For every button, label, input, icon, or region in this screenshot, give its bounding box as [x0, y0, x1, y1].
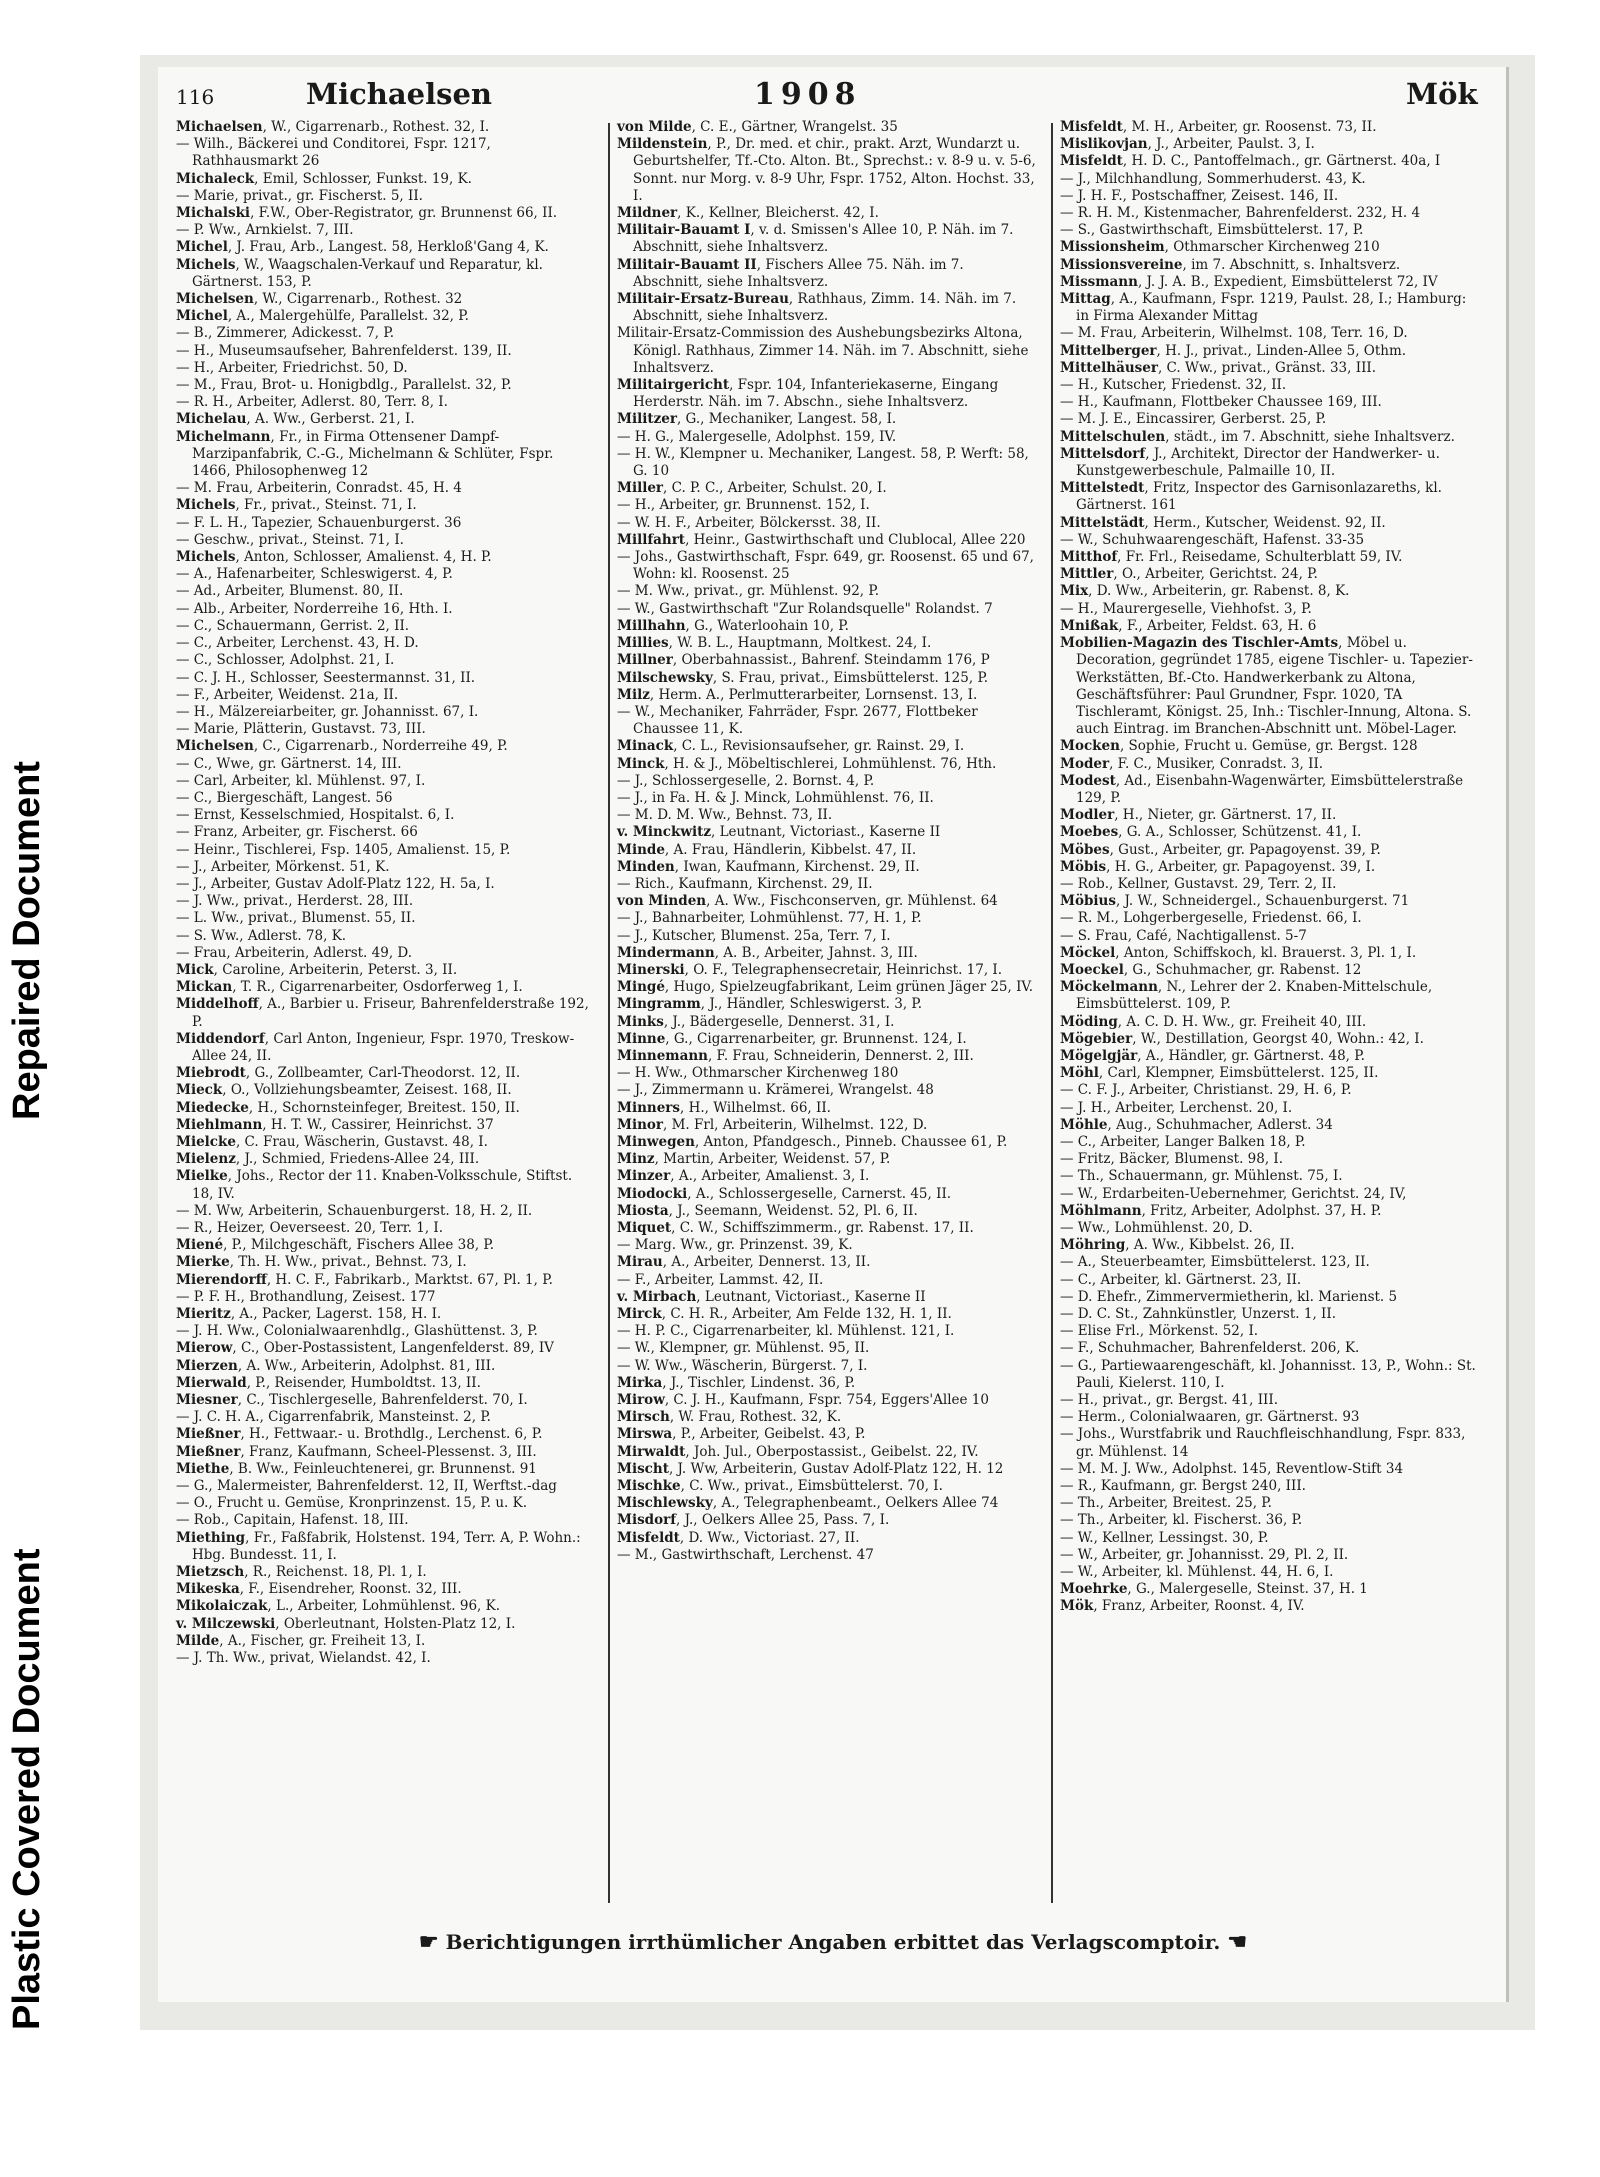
directory-entry: — H. P. C., Cigarrenarbeiter, kl. Mühlenst. 121, I. [617, 1323, 955, 1340]
directory-entry: Mirow, C. J. H., Kaufmann, Fspr. 754, Eggers'Allee 10 [617, 1392, 989, 1409]
directory-entry: Misfeldt, D. Ww., Victoriast. 27, II. [617, 1529, 860, 1546]
directory-entry: Militair-Ersatz-Commission des Aushebungsbezirks Altona, Königl. Rathhaus, Zimmer 14. Näh. im 7. Abschnitt, siehe Inhaltsverz. [617, 325, 1029, 376]
directory-column-1 [176, 119, 596, 1667]
directory-entry: Mierow, C., Ober-Postassistent, Langenfelderst. 89, IV [176, 1340, 554, 1357]
directory-entry: Michelmann, Fr., in Firma Ottensener Dampf-Marzipanfabrik, C.-G., Michelmann & Schlüter, Fspr. 1466, Philosophenweg 12 [176, 428, 554, 480]
directory-entry: — H. G., Malergeselle, Adolphst. 159, IV. [617, 428, 897, 445]
directory-entry: Michel, A., Malergehülfe, Parallelst. 32, P. [176, 308, 469, 325]
directory-entry: Mierendorff, H. C. F., Fabrikarb., Marktst. 67, Pl. 1, P. [176, 1271, 553, 1288]
directory-entry: — J., Arbeiter, Gustav Adolf-Platz 122, H. 5a, I. [176, 875, 495, 892]
directory-entry: v. Mirbach, Leutnant, Victoriast., Kaserne II [617, 1288, 926, 1305]
directory-entry: Mocken, Sophie, Frucht u. Gemüse, gr. Bergst. 128 [1060, 738, 1418, 755]
directory-entry: — M. Frau, Arbeiterin, Wilhelmst. 108, Terr. 16, D. [1060, 325, 1408, 342]
directory-entry: Mikolaiczak, L., Arbeiter, Lohmühlenst. 96, K. [176, 1598, 501, 1615]
directory-entry: Mieck, O., Vollziehungsbeamter, Zeisest. 168, II. [176, 1082, 512, 1099]
directory-entry: Mislikovjan, J., Arbeiter, Paulst. 3, I. [1060, 136, 1315, 153]
directory-entry: — M. J. E., Eincassirer, Gerberst. 25, P. [1060, 411, 1327, 428]
directory-entry: v. Milczewski, Oberleutnant, Holsten-Platz 12, I. [176, 1615, 516, 1632]
directory-entry: — G., Malermeister, Bahrenfelderst. 12, II, Werftst.-dag [176, 1478, 557, 1495]
directory-entry: Misdorf, J., Oelkers Allee 25, Pass. 7, I. [617, 1512, 890, 1529]
directory-entry: Mick, Caroline, Arbeiterin, Peterst. 3, II. [176, 961, 458, 978]
directory-entry: Mobilien-Magazin des Tischler-Amts, Möbel u. Decoration, gegründet 1785, eigene Tischler- u. Tapezier-Werkstätten, Bf.-Cto. Handwerkerbank zu Altona, Geschäftsführer: Paul Grundner, Fspr. 1020, TA Tischleramt, Königst. 25, Inh.: Tischler-Innung, Altona. S. auch Eintrag. im Branchen-Abschnitt unt. Möbel-Lager. [1060, 635, 1473, 738]
directory-entry: Modler, H., Nieter, gr. Gärtnerst. 17, II. [1060, 807, 1337, 824]
directory-entry: — Franz, Arbeiter, gr. Fischerst. 66 [176, 824, 418, 841]
directory-entry: Mingramm, J., Händler, Schleswigerst. 3, P. [617, 996, 923, 1013]
directory-entry: — M. D. M. Ww., Behnst. 73, II. [617, 807, 833, 824]
directory-entry: — D. C. St., Zahnkünstler, Unzerst. 1, II. [1060, 1306, 1336, 1323]
directory-entry: Michaleck, Emil, Schlosser, Funkst. 19, K. [176, 170, 472, 187]
directory-entry: Moeckel, G., Schuhmacher, gr. Rabenst. 12 [1060, 961, 1362, 978]
directory-entry: — H., Kutscher, Friedenst. 32, II. [1060, 377, 1287, 394]
directory-entry: — H., Museumsaufseher, Bahrenfelderst. 139, II. [176, 342, 512, 359]
directory-entry: — W., Schuhwaarengeschäft, Hafenst. 33-35 [1060, 531, 1365, 548]
directory-entry: Mikeska, F., Eisendreher, Roonst. 32, III. [176, 1581, 462, 1598]
directory-entry: — H., Maurergeselle, Viehhofst. 3, P. [1060, 600, 1312, 617]
directory-entry: — Fritz, Bäcker, Blumenst. 98, I. [1060, 1151, 1284, 1168]
directory-entry: — Johs., Wurstfabrik und Rauchfleischhandlung, Fspr. 833, gr. Mühlenst. 14 [1060, 1426, 1466, 1460]
directory-entry: — C., Biergeschäft, Langest. 56 [176, 789, 393, 806]
directory-entry: Moehrke, G., Malergeselle, Steinst. 37, H. 1 [1060, 1581, 1368, 1598]
directory-entry: — J. H. F., Postschaffner, Zeisest. 146, II. [1060, 187, 1339, 204]
directory-entry: Mielcke, C. Frau, Wäscherin, Gustavst. 48, I. [176, 1133, 488, 1150]
directory-entry: Mittelhäuser, C. Ww., privat., Gränst. 33, III. [1060, 359, 1377, 376]
directory-entry: — J. H., Arbeiter, Lerchenst. 20, I. [1060, 1099, 1293, 1116]
directory-entry: Middelhoff, A., Barbier u. Friseur, Bahrenfelderstraße 192, P. [176, 996, 589, 1030]
directory-entry: Miebrodt, G., Zollbeamter, Carl-Theodorst. 12, II. [176, 1065, 521, 1082]
directory-entry: — C., Arbeiter, Langer Balken 18, P. [1060, 1133, 1306, 1150]
directory-entry: — M. Frau, Arbeiterin, Conradst. 45, H. 4 [176, 480, 462, 497]
directory-entry: — F., Arbeiter, Lammst. 42, II. [617, 1271, 824, 1288]
directory-entry: — J., Kutscher, Blumenst. 25a, Terr. 7, I. [617, 927, 891, 944]
header-left-keyword: Michaelsen [306, 77, 492, 111]
directory-entry: Minden, Iwan, Kaufmann, Kirchenst. 29, II. [617, 858, 920, 875]
directory-entry: von Minden, A. Ww., Fischconserven, gr. Mühlenst. 64 [617, 893, 998, 910]
directory-entry: Mielke, Johs., Rector der 11. Knaben-Volksschule, Stiftst. 18, IV. [176, 1168, 573, 1202]
directory-entry: — W. Ww., Wäscherin, Bürgerst. 7, I. [617, 1357, 868, 1374]
directory-entry: Mießner, Franz, Kaufmann, Scheel-Plessenst. 3, III. [176, 1443, 537, 1460]
directory-entry: — Th., Arbeiter, Breitest. 25, P. [1060, 1495, 1272, 1512]
directory-entry: Möckelmann, N., Lehrer der 2. Knaben-Mittelschule, Eimsbüttelerst. 109, P. [1060, 979, 1433, 1013]
directory-entry: — Wilh., Bäckerei und Conditorei, Fspr. 1217, Rathhausmarkt 26 [176, 136, 491, 170]
directory-entry: — H., Mälzereiarbeiter, gr. Johannisst. 67, I. [176, 703, 479, 720]
directory-entry: Modest, Ad., Eisenbahn-Wagenwärter, Eimsbüttelerstraße 129, P. [1060, 772, 1464, 806]
directory-entry: Mirswa, P., Arbeiter, Geibelst. 43, P. [617, 1426, 866, 1443]
directory-entry: Missionsvereine, im 7. Abschnitt, s. Inhaltsverz. [1060, 256, 1401, 273]
directory-entry: Miedecke, H., Schornsteinfeger, Breitest. 150, II. [176, 1099, 520, 1116]
pointing-hand-right-icon: ☚ [1227, 1929, 1248, 1955]
directory-column-2 [617, 119, 1037, 1564]
directory-entry: Miosta, J., Seemann, Weidenst. 52, Pl. 6, II. [617, 1202, 918, 1219]
directory-entry: — Herm., Colonialwaaren, gr. Gärtnerst. 93 [1060, 1409, 1360, 1426]
directory-entry: — H., Arbeiter, gr. Brunnenst. 152, I. [617, 497, 870, 514]
directory-entry: Möbes, Gust., Arbeiter, gr. Papagoyenst. 39, P. [1060, 841, 1381, 858]
directory-entry: Mirka, J., Tischler, Lindenst. 36, P. [617, 1374, 856, 1391]
directory-entry: — A., Steuerbeamter, Eimsbüttelerst. 123, II. [1060, 1254, 1370, 1271]
directory-entry: — H., privat., gr. Bergst. 41, III. [1060, 1392, 1279, 1409]
directory-entry: — Th., Arbeiter, kl. Fischerst. 36, P. [1060, 1512, 1303, 1529]
directory-entry: Miething, Fr., Faßfabrik, Holstenst. 194, Terr. A, P. Wohn.: Hbg. Bundesst. 11, I. [176, 1529, 581, 1563]
directory-columns [176, 119, 1486, 1919]
directory-entry: — Marg. Ww., gr. Prinzenst. 39, K. [617, 1237, 853, 1254]
directory-entry: Möhring, A. Ww., Kibbelst. 26, II. [1060, 1237, 1295, 1254]
directory-entry: — J., Arbeiter, Mörkenst. 51, K. [176, 858, 390, 875]
directory-entry: — H. W., Klempner u. Mechaniker, Langest. 58, P. Werft: 58, G. 10 [617, 445, 1029, 480]
directory-entry: — S. Frau, Café, Nachtigallenst. 5-7 [1060, 927, 1307, 944]
header-right-keyword: Mök [1406, 77, 1478, 111]
directory-entry: — W., Kellner, Lessingst. 30, P. [1060, 1529, 1269, 1546]
directory-entry: Michalski, F.W., Ober-Registrator, gr. Brunnenst 66, II. [176, 205, 558, 222]
directory-entry: Minnemann, F. Frau, Schneiderin, Dennerst. 2, III. [617, 1047, 974, 1064]
directory-entry: — Frau, Arbeiterin, Adlerst. 49, D. [176, 944, 413, 961]
directory-entry: Michels, Anton, Schlosser, Amalienst. 4, H. P. [176, 549, 492, 566]
directory-entry: von Milde, C. E., Gärtner, Wrangelst. 35 [617, 119, 898, 135]
directory-entry: — W., Arbeiter, gr. Johannisst. 29, Pl. 2, II. [1060, 1546, 1349, 1563]
directory-entry: Mittelsdorf, J., Architekt, Director der Handwerker- u. Kunstgewerbeschule, Palmaille 10, II. [1060, 445, 1440, 480]
scanned-page-frame [140, 55, 1535, 2030]
page-number: 116 [176, 85, 215, 109]
directory-entry: Mießner, H., Fettwaar.- u. Brothdlg., Lerchenst. 6, P. [176, 1426, 543, 1443]
directory-entry: Miethe, B. Ww., Feinleuchtenerei, gr. Brunnenst. 91 [176, 1460, 537, 1477]
directory-entry: — J., Bahnarbeiter, Lohmühlenst. 77, H. 1, P. [617, 910, 922, 927]
directory-entry: Missionsheim, Othmarscher Kirchenweg 210 [1060, 239, 1380, 256]
directory-entry: Minor, M. Frl, Arbeiterin, Wilhelmst. 122, D. [617, 1116, 928, 1133]
directory-entry: — J. C. H. A., Cigarrenfabrik, Mansteinst. 2, P. [176, 1409, 491, 1426]
directory-entry: Miené, P., Milchgeschäft, Fischers Allee 38, P. [176, 1237, 495, 1254]
directory-entry: — Carl, Arbeiter, kl. Mühlenst. 97, I. [176, 772, 426, 789]
directory-entry: Milz, Herm. A., Perlmutterarbeiter, Lornsenst. 13, I. [617, 686, 978, 703]
directory-entry: Mierzen, A. Ww., Arbeiterin, Adolphst. 81, III. [176, 1357, 496, 1374]
directory-entry: Minks, J., Bädergeselle, Dennerst. 31, I. [617, 1013, 895, 1030]
directory-entry: — C., Arbeiter, kl. Gärtnerst. 23, II. [1060, 1271, 1302, 1288]
directory-entry: — A., Hafenarbeiter, Schleswigerst. 4, P. [176, 566, 453, 583]
directory-entry: Militair-Ersatz-Bureau, Rathhaus, Zimm. 14. Näh. im 7. Abschnitt, siehe Inhaltsverz. [617, 291, 1017, 325]
directory-entry: — Ww., Lohmühlenst. 20, D. [1060, 1220, 1253, 1236]
directory-entry: Minwegen, Anton, Pfandgesch., Pinneb. Chaussee 61, P. [617, 1133, 1008, 1150]
directory-entry: Mittelstedt, Fritz, Inspector des Garnisonlazareths, kl. Gärtnerst. 161 [1060, 480, 1442, 514]
directory-entry: — F. L. H., Tapezier, Schauenburgerst. 36 [176, 514, 462, 531]
directory-entry: — M., Frau, Brot- u. Honigbdlg., Parallelst. 32, P. [176, 377, 512, 394]
directory-page [158, 67, 1509, 2002]
directory-entry: — J. H. Ww., Colonialwaarenhdlg., Glashüttenst. 3, P. [176, 1323, 538, 1340]
page-header [176, 77, 1486, 117]
directory-entry: Michels, W., Waagschalen-Verkauf und Reparatur, kl. Gärtnerst. 153, P. [176, 256, 543, 290]
directory-entry: — Heinr., Tischlerei, Fsp. 1405, Amalienst. 15, P. [176, 841, 511, 858]
directory-entry: — R. H., Arbeiter, Adlerst. 80, Terr. 8, I. [176, 394, 448, 411]
directory-entry: Mischlewsky, A., Telegraphenbeamt., Oelkers Allee 74 [617, 1495, 999, 1512]
directory-entry: — C. J. H., Schlosser, Seestermannst. 31, II. [176, 669, 476, 686]
directory-entry: Miodocki, A., Schlossergesellе, Carnerst. 45, II. [617, 1185, 952, 1202]
directory-entry: — L. Ww., privat., Blumenst. 55, II. [176, 910, 416, 927]
directory-entry: — R. M., Lohgerbergeselle, Friedenst. 66, I. [1060, 910, 1362, 927]
directory-entry: — W., Klempner, gr. Mühlenst. 95, II. [617, 1340, 870, 1357]
directory-entry: Michelsen, W., Cigarrenarb., Rothest. 32 [176, 291, 463, 308]
directory-entry: — M., Gastwirthschaft, Lerchenst. 47 [617, 1546, 874, 1563]
directory-entry: — O., Frucht u. Gemüse, Kronprinzenst. 15, P. u. K. [176, 1495, 528, 1512]
directory-entry: — J., Schlossergeselle, 2. Bornst. 4, P. [617, 772, 875, 789]
directory-entry: Möbis, H. G., Arbeiter, gr. Papagoyenst. 39, I. [1060, 858, 1376, 875]
directory-entry: Mietzsch, R., Reichenst. 18, Pl. 1, I. [176, 1564, 427, 1581]
directory-entry: Mitthof, Fr. Frl., Reisedame, Schulterblatt 59, IV. [1060, 549, 1403, 566]
directory-entry: — W., Arbeiter, kl. Mühlenst. 44, H. 6, I. [1060, 1564, 1334, 1581]
directory-entry: — J. Th. Ww., privat, Wielandst. 42, I. [176, 1650, 431, 1667]
column-divider [608, 123, 610, 1903]
directory-entry: Miller, C. P. C., Arbeiter, Schulst. 20, I. [617, 480, 887, 497]
directory-entry: Mittag, A., Kaufmann, Fspr. 1219, Paulst. 28, I.; Hamburg: in Firma Alexander Mittag [1060, 291, 1467, 325]
directory-entry: Militzer, G., Mechaniker, Langest. 58, I. [617, 411, 897, 428]
directory-entry: — Geschw., privat., Steinst. 71, I. [176, 531, 404, 548]
directory-entry: — P. F. H., Brothandlung, Zeisest. 177 [176, 1288, 436, 1305]
directory-entry: — Rob., Capitain, Hafenst. 18, III. [176, 1512, 409, 1529]
directory-entry: Mischt, J. Ww, Arbeiterin, Gustav Adolf-Platz 122, H. 12 [617, 1460, 1004, 1477]
directory-entry: — S. Ww., Adlerst. 78, K. [176, 927, 347, 944]
directory-entry: — R. H. M., Kistenmacher, Bahrenfelderst. 232, H. 4 [1060, 205, 1421, 222]
directory-entry: Milschewsky, S. Frau, privat., Eimsbüttelerst. 125, P. [617, 669, 989, 686]
directory-entry: Michaelsen, W., Cigarrenarb., Rothest. 32, I. [176, 119, 490, 135]
directory-entry: — D. Ehefr., Zimmervermietherin, kl. Marienst. 5 [1060, 1288, 1398, 1305]
directory-entry: Mittler, O., Arbeiter, Gerichtst. 24, P. [1060, 566, 1318, 583]
directory-entry: Mittelstädt, Herm., Kutscher, Weidenst. 92, II. [1060, 514, 1386, 531]
directory-entry: Minck, H. & J., Möbeltischlerei, Lohmühlenst. 76, Hth. [617, 755, 997, 772]
directory-entry: — R., Kaufmann, gr. Bergst 240, III. [1060, 1478, 1306, 1495]
directory-entry: — C. F. J., Arbeiter, Christianst. 29, H. 6, P. [1060, 1082, 1352, 1099]
directory-entry: Misfeldt, M. H., Arbeiter, gr. Roosenst. 73, II. [1060, 119, 1377, 135]
directory-entry: Millfahrt, Heinr., Gastwirthschaft und Clublocal, Allee 220 [617, 531, 1026, 548]
directory-entry: — S., Gastwirthschaft, Eimsbüttelerst. 17, P. [1060, 222, 1364, 239]
directory-entry: Michel, J. Frau, Arb., Langest. 58, Herkloß'Gang 4, K. [176, 239, 549, 256]
directory-entry: — J. Ww., privat., Herderst. 28, III. [176, 893, 414, 910]
directory-entry: Milde, A., Fischer, gr. Freiheit 13, I. [176, 1632, 426, 1649]
directory-entry: Möckel, Anton, Schiffskoch, kl. Brauerst. 3, Pl. 1, I. [1060, 944, 1417, 961]
directory-entry: — C., Wwe, gr. Gärtnerst. 14, III. [176, 755, 402, 772]
directory-entry: — J., in Fa. H. & J. Minck, Lohmühlenst. 76, II. [617, 789, 934, 806]
directory-entry: Minack, C. L., Revisionsaufseher, gr. Rainst. 29, I. [617, 738, 965, 755]
directory-entry: — J., Zimmermann u. Krämerei, Wrangelst. 48 [617, 1082, 934, 1099]
directory-entry: Miesner, C., Tischlergeselle, Bahrenfelderst. 70, I. [176, 1392, 528, 1409]
directory-entry: Mirsch, W. Frau, Rothest. 32, K. [617, 1409, 842, 1426]
directory-entry: Missmann, J. J. A. B., Expedient, Eimsbüttelerst 72, IV [1060, 273, 1438, 290]
directory-entry: Mögebier, W., Destillation, Georgst 40, Wohn.: 42, I. [1060, 1030, 1424, 1047]
directory-entry: Millies, W. B. L., Hauptmann, Moltkest. 24, I. [617, 635, 932, 652]
directory-entry: Möhlmann, Fritz, Arbeiter, Adolphst. 37, H. P. [1060, 1202, 1382, 1219]
directory-entry: — C., Arbeiter, Lerchenst. 43, H. D. [176, 635, 419, 652]
directory-entry: Militairgericht, Fspr. 104, Infanteriekaserne, Eingang Herderstr. Näh. im 7. Abschn., siehe Inhaltsverz. [617, 377, 999, 411]
directory-entry: Militair-Bauamt I, v. d. Smissen's Allee 10, P. Näh. im 7. Abschnitt, siehe Inhaltsverz. [617, 222, 1014, 256]
directory-entry: — J., Milchhandlung, Sommerhuderst. 43, K. [1060, 170, 1366, 187]
directory-entry: Mildner, K., Kellner, Bleicherst. 42, I. [617, 205, 879, 222]
directory-entry: Miehlmann, H. T. W., Cassirer, Heinrichst. 37 [176, 1116, 494, 1133]
directory-entry: Mirck, C. H. R., Arbeiter, Am Felde 132, H. 1, II. [617, 1306, 952, 1323]
directory-entry: Michelsen, C., Cigarrenarb., Norderreihe 49, P. [176, 738, 508, 755]
directory-entry: — H., Arbeiter, Friedrichst. 50, D. [176, 359, 408, 376]
directory-entry: Mickan, T. R., Cigarrenarbeiter, Osdorferweg 1, I. [176, 979, 523, 996]
directory-entry: — R., Heizer, Oeverseest. 20, Terr. 1, I. [176, 1220, 444, 1236]
directory-entry: Misfeldt, H. D. C., Pantoffelmach., gr. Gärtnerst. 40a, I [1060, 153, 1441, 170]
directory-entry: Mittelschulen, städt., im 7. Abschnitt, siehe Inhaltsverz. [1060, 428, 1455, 445]
directory-entry: Moebes, G. A., Schlosser, Schützenst. 41, I. [1060, 824, 1362, 841]
directory-entry: — H., Kaufmann, Flottbeker Chaussee 169, III. [1060, 394, 1382, 411]
directory-entry: Middendorf, Carl Anton, Ingenieur, Fspr. 1970, Treskow-Allee 24, II. [176, 1030, 575, 1064]
directory-entry: Minners, H., Wilhelmst. 66, II. [617, 1099, 831, 1116]
directory-entry: Millhahn, G., Waterloohain 10, P. [617, 617, 849, 634]
directory-entry: — Rich., Kaufmann, Kirchenst. 29, II. [617, 875, 873, 892]
column-divider [1051, 123, 1053, 1903]
side-labels [0, 0, 58, 2177]
directory-entry: Möding, A. C. D. H. Ww., gr. Freiheit 40, III. [1060, 1013, 1367, 1030]
directory-entry: Minde, A. Frau, Händlerin, Kibbelst. 47, II. [617, 841, 917, 858]
directory-entry: Mingé, Hugo, Spielzeugfabrikant, Leim grünen Jäger 25, IV. [617, 979, 1034, 996]
directory-entry: Mierke, Th. H. Ww., privat., Behnst. 73, I. [176, 1254, 467, 1271]
footer-text: Berichtigungen irrthümlicher Angaben erbittet das Verlagscomptoir. [445, 1930, 1221, 1954]
directory-entry: — Rob., Kellner, Gustavst. 29, Terr. 2, II. [1060, 875, 1337, 892]
directory-entry: v. Minckwitz, Leutnant, Victoriast., Kaserne II [617, 824, 941, 841]
pointing-hand-left-icon: ☛ [418, 1929, 439, 1955]
directory-entry: Mök, Franz, Arbeiter, Roonst. 4, IV. [1060, 1598, 1305, 1615]
page-footer [358, 1929, 1308, 1955]
directory-entry: — H. Ww., Othmarscher Kirchenweg 180 [617, 1065, 899, 1082]
repaired-document-label: Repaired Document [6, 761, 48, 1120]
directory-entry: Mix, D. Ww., Arbeiterin, gr. Rabenst. 8, K. [1060, 583, 1350, 600]
directory-entry: Moder, F. C., Musiker, Conradst. 3, II. [1060, 755, 1324, 772]
directory-entry: — Ad., Arbeiter, Blumenst. 80, II. [176, 583, 404, 600]
directory-entry: — M. Ww, Arbeiterin, Schauenburgerst. 18, H. 2, II. [176, 1202, 533, 1219]
directory-entry: — W., Mechaniker, Fahrräder, Fspr. 2677, Flottbeker Chaussee 11, K. [617, 703, 978, 738]
directory-entry: — Marie, Plätterin, Gustavst. 73, III. [176, 721, 426, 738]
directory-entry: Möhl, Carl, Klempner, Eimsbüttelerst. 125, II. [1060, 1065, 1379, 1082]
directory-entry: — G., Partiewaarengeschäft, kl. Johannisst. 13, P., Wohn.: St. Pauli, Kielerst. 110, I. [1060, 1357, 1476, 1391]
directory-entry: Militair-Bauamt II, Fischers Allee 75. Näh. im 7. Abschnitt, siehe Inhaltsverz. [617, 256, 964, 290]
directory-entry: Mirwaldt, Joh. Jul., Oberpostassist., Geibelst. 22, IV. [617, 1443, 979, 1460]
directory-entry: Mierwald, P., Reisender, Humboldtst. 13, II. [176, 1374, 481, 1391]
directory-entry: Millner, Oberbahnassist., Bahrenf. Steindamm 176, P [617, 652, 990, 669]
directory-entry: Michelau, A. Ww., Gerberst. 21, I. [176, 411, 415, 428]
directory-entry: Mielenz, J., Schmied, Friedens-Allee 24, III. [176, 1151, 480, 1168]
directory-entry: Mildenstein, P., Dr. med. et chir., prakt. Arzt, Wundarzt u. Geburtshelfer, Tf.-Cto. Alton. Bt., Sprechst.: v. 8-9 u. v. 5-6, Sonnt. nur Morg. v. 8-9 Uhr, Fspr. 1752, Alton. Hochst. 33, I. [617, 136, 1036, 204]
directory-entry: — Marie, privat., gr. Fischerst. 5, II. [176, 187, 423, 204]
directory-entry: — Th., Schauermann, gr. Mühlenst. 75, I. [1060, 1168, 1343, 1185]
directory-entry: — Ernst, Kesselschmied, Hospitalst. 6, I. [176, 807, 455, 824]
directory-column-3 [1060, 119, 1480, 1616]
directory-entry: Mindermann, A. B., Arbeiter, Jahnst. 3, III. [617, 944, 918, 961]
directory-entry: — Johs., Gastwirthschaft, Fspr. 649, gr. Roosenst. 65 und 67, Wohn: kl. Roosenst. 25 [617, 549, 1034, 583]
directory-entry: Mittelberger, H. J., privat., Linden-Allee 5, Othm. [1060, 342, 1407, 359]
directory-entry: — W., Gastwirthschaft "Zur Rolandsquelle" Rolandst. 7 [617, 600, 993, 617]
directory-entry: Minz, Martin, Arbeiter, Weidenst. 57, P. [617, 1151, 891, 1168]
directory-entry: Minzer, A., Arbeiter, Amalienst. 3, I. [617, 1168, 870, 1185]
directory-entry: Minne, G., Cigarrenarbeiter, gr. Brunnenst. 124, I. [617, 1030, 967, 1047]
directory-entry: — C., Schauermann, Gerrist. 2, II. [176, 617, 410, 634]
directory-entry: — W. H. F., Arbeiter, Bölckersst. 38, II. [617, 514, 881, 531]
directory-entry: Michels, Fr., privat., Steinst. 71, I. [176, 497, 417, 514]
directory-entry: — P. Ww., Arnkielst. 7, III. [176, 222, 354, 239]
directory-entry: Mirau, A., Arbeiter, Dennerst. 13, II. [617, 1254, 871, 1271]
directory-entry: — B., Zimmerer, Adickesst. 7, P. [176, 325, 394, 342]
directory-entry: — F., Schuhmacher, Bahrenfelderst. 206, K. [1060, 1340, 1360, 1357]
directory-entry: — M. M. J. Ww., Adolphst. 145, Reventlow-Stift 34 [1060, 1460, 1404, 1477]
directory-entry: Möbius, J. W., Schneidergel., Schauenburgerst. 71 [1060, 893, 1410, 910]
directory-entry: Minerski, O. F., Telegraphensecretair, Heinrichst. 17, I. [617, 961, 1003, 978]
directory-entry: — W., Erdarbeiten-Uebernehmer, Gerichtst. 24, IV, [1060, 1185, 1407, 1202]
plastic-covered-document-label: Plastic Covered Document [6, 1548, 48, 2030]
directory-entry: — M. Ww., privat., gr. Mühlenst. 92, P. [617, 583, 880, 600]
directory-entry: Miquet, C. W., Schiffszimmerm., gr. Rabenst. 17, II. [617, 1220, 974, 1236]
directory-entry: — F., Arbeiter, Weidenst. 21a, II. [176, 686, 399, 703]
directory-entry: Mögelgjär, A., Händler, gr. Gärtnerst. 48, P. [1060, 1047, 1365, 1064]
directory-entry: Möhle, Aug., Schuhmacher, Adlerst. 34 [1060, 1116, 1333, 1133]
directory-entry: Mieritz, A., Packer, Lagerst. 158, H. I. [176, 1306, 442, 1323]
directory-entry: — Alb., Arbeiter, Norderreihe 16, Hth. I. [176, 600, 453, 617]
directory-entry: — Elise Frl., Mörkenst. 52, I. [1060, 1323, 1259, 1340]
directory-entry: Mnißak, F., Arbeiter, Feldst. 63, H. 6 [1060, 617, 1317, 634]
header-year: 1908 [754, 77, 862, 112]
directory-entry: — C., Schlosser, Adolphst. 21, I. [176, 652, 395, 669]
directory-entry: Mischke, C. Ww., privat., Eimsbüttelerst. 70, I. [617, 1478, 943, 1495]
